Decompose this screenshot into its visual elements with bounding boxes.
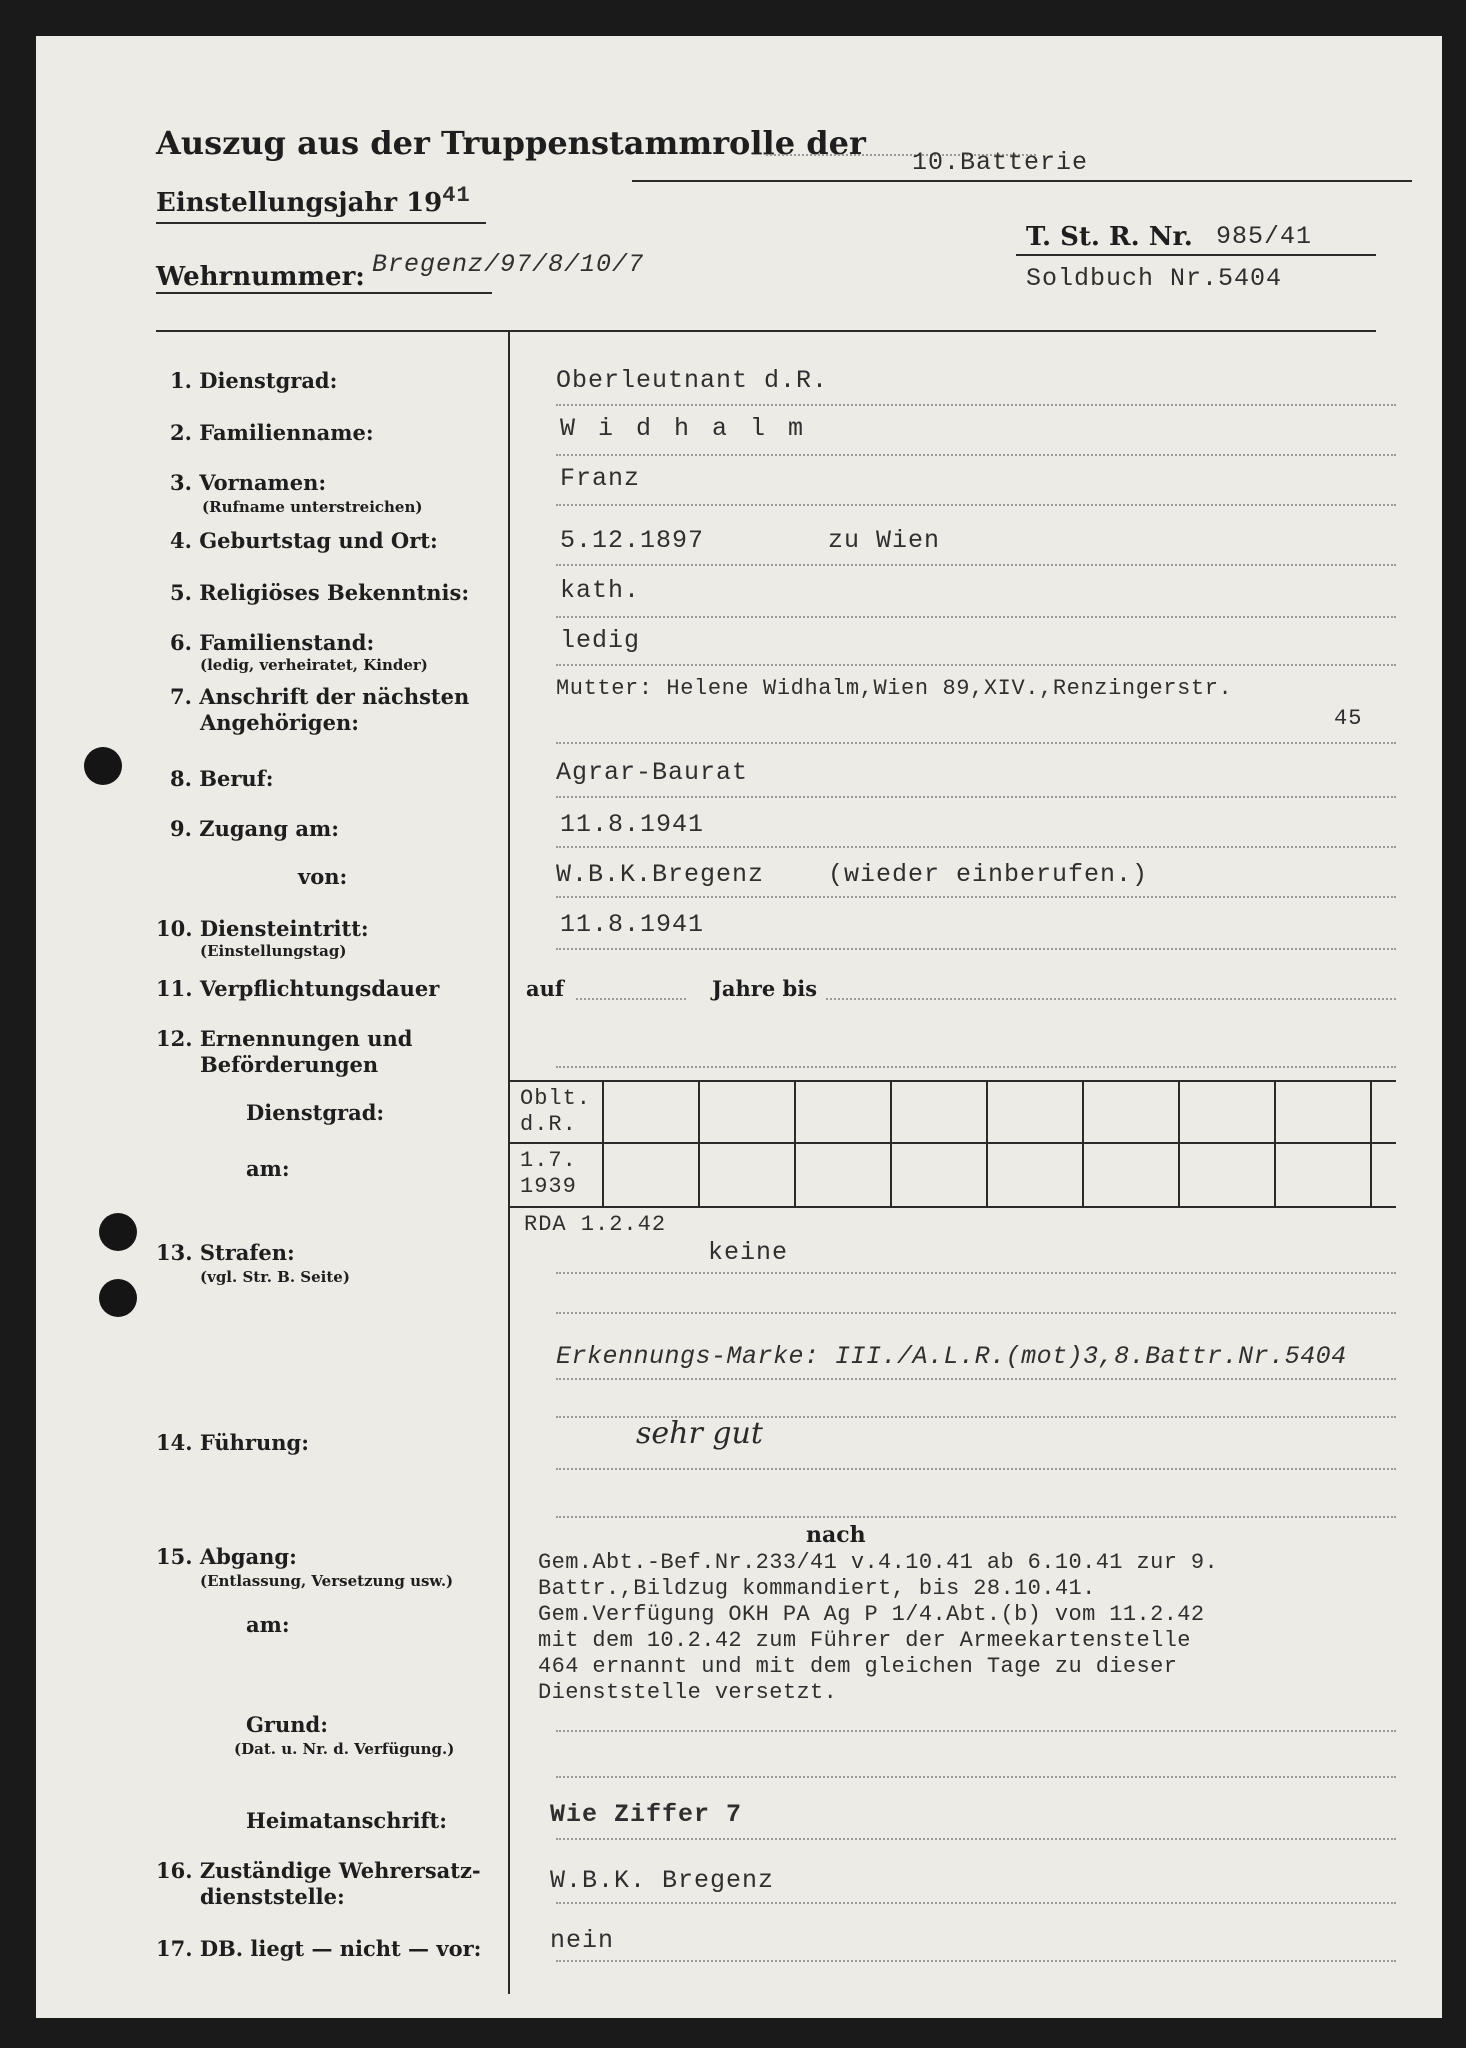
header-line (632, 180, 1412, 182)
grid-col (794, 1080, 796, 1208)
dotline-5 (556, 616, 1396, 618)
label-db: 17. DB. liegt — nicht — vor: (156, 1936, 482, 1961)
grid-date-line2: 1939 (520, 1174, 577, 1199)
value-religion: kath. (560, 576, 641, 605)
verpflichtung-auf: auf (526, 976, 564, 1001)
dotline-11 (556, 948, 1396, 950)
dotline-13 (556, 1272, 1396, 1274)
dotline-auf (576, 998, 686, 1000)
label-diensteintritt: 10. Diensteintritt: (156, 916, 369, 941)
label-familienstand: 6. Familienstand: (170, 630, 375, 655)
label-angehoerigen: Angehörigen: (200, 710, 359, 735)
grid-col (1082, 1080, 1084, 1208)
label-ernennungen: 12. Ernennungen und (156, 1026, 413, 1051)
value-beruf: Agrar-Baurat (556, 758, 749, 787)
label-anschrift: 7. Anschrift der nächsten (170, 684, 470, 709)
soldbuch-value: Soldbuch Nr.5404 (1026, 264, 1283, 293)
label-vornamen: 3. Vornamen: (170, 470, 327, 495)
label-dienstgrad: 1. Dienstgrad: (170, 368, 338, 393)
value-db: nein (550, 1926, 615, 1955)
punch-hole (99, 1213, 137, 1251)
value-anschrift: Mutter: Helene Widhalm,Wien 89,XIV.,Renzingerstr. (556, 676, 1233, 701)
label-abgang-am: am: (246, 1612, 290, 1637)
dotline-1 (556, 404, 1396, 406)
abgang-line-4: mit dem 10.2.42 zum Führer der Armeekartenstelle (538, 1628, 1191, 1653)
grid-line-top (508, 1080, 1396, 1082)
grid-col (1178, 1080, 1180, 1208)
label-vornamen-sub: (Rufname unterstreichen) (202, 498, 423, 516)
value-nach: nach (806, 1522, 866, 1548)
dotline-17 (556, 1468, 1396, 1470)
wehrnummer-underline (156, 292, 492, 294)
year-suffix: 41 (442, 183, 471, 208)
value-familienname: W i d h a l m (560, 414, 808, 443)
frame-top-line (156, 330, 1376, 332)
abgang-line-2: Battr.,Bildzug kommandiert, bis 28.10.41. (538, 1576, 1096, 1601)
dotline-7 (556, 742, 1396, 744)
value-zugang: 11.8.1941 (560, 810, 705, 839)
year-label-text: Einstellungsjahr 19 (156, 188, 443, 218)
label-grid-dienstgrad: Dienstgrad: (246, 1100, 385, 1125)
grid-date-line1: 1.7. (520, 1148, 577, 1173)
label-strafen-sub: (vgl. Str. B. Seite) (200, 1268, 350, 1286)
dotline-8 (556, 796, 1396, 798)
dotline-2 (556, 454, 1396, 456)
value-dienstgrad: Oberleutnant d.R. (556, 366, 829, 395)
value-geburtsdatum: 5.12.1897 (560, 526, 705, 555)
grid-rank-line1: Oblt. (520, 1086, 592, 1111)
abgang-line-5: 464 ernannt und mit dem gleichen Tage zu dieser (538, 1654, 1178, 1679)
grid-col (698, 1080, 700, 1208)
grid-col (986, 1080, 988, 1208)
dotline-12 (556, 1066, 1396, 1068)
wehrnummer-label: Wehrnummer: (156, 262, 365, 292)
label-grund-sub: (Dat. u. Nr. d. Verfügung.) (234, 1740, 455, 1758)
label-von: von: (298, 864, 348, 889)
grid-line-mid (508, 1142, 1396, 1144)
label-fuehrung: 14. Führung: (156, 1430, 309, 1455)
dotline-19 (556, 1730, 1396, 1732)
dotline-21 (556, 1838, 1396, 1840)
dotline-10 (556, 896, 1396, 898)
value-fuehrung: sehr gut (636, 1416, 763, 1451)
label-zugang: 9. Zugang am: (170, 816, 339, 841)
grid-line-bottom (508, 1206, 1396, 1208)
unit-value: 10.Batterie (912, 148, 1089, 177)
label-verpflichtung: 11. Verpflichtungsdauer (156, 976, 440, 1001)
label-abgang: 15. Abgang: (156, 1544, 297, 1569)
grid-col (1370, 1080, 1372, 1208)
value-diensteintritt: 11.8.1941 (560, 910, 705, 939)
document-page (36, 36, 1442, 2018)
verpflichtung-jahre: Jahre bis (712, 976, 818, 1001)
dotline-20 (556, 1776, 1396, 1778)
tsr-value: 985/41 (1216, 222, 1313, 251)
dotline-15 (556, 1378, 1396, 1380)
value-geburtsort: zu Wien (828, 526, 941, 555)
dotline-3 (556, 504, 1396, 506)
dotline-9 (556, 846, 1396, 848)
label-befoerderungen: Beförderungen (200, 1052, 379, 1077)
punch-hole (99, 1279, 137, 1317)
dotline-18 (556, 1516, 1396, 1518)
grid-date (520, 1148, 577, 1200)
grid-rank (520, 1086, 591, 1138)
label-beruf: 8. Beruf: (170, 766, 274, 791)
value-rda: RDA 1.2.42 (524, 1212, 667, 1237)
label-diensteintritt-sub: (Einstellungstag) (200, 942, 347, 960)
value-strafen: keine (708, 1238, 789, 1267)
tsr-underline (1016, 254, 1376, 256)
dotline-23 (556, 1960, 1396, 1962)
value-wehrersatz: W.B.K. Bregenz (550, 1866, 775, 1895)
dotline-14 (556, 1312, 1396, 1314)
document-title: Auszug aus der Truppenstammrolle der (156, 124, 866, 162)
value-heimat: Wie Ziffer 7 (550, 1800, 743, 1829)
dotline-jahre (826, 998, 1396, 1000)
value-von-note: (wieder einberufen.) (828, 860, 1149, 889)
wehrnummer-value: Bregenz/97/8/10/7 (372, 250, 645, 279)
grid-col (890, 1080, 892, 1208)
value-von: W.B.K.Bregenz (556, 860, 765, 889)
label-strafen: 13. Strafen: (156, 1240, 295, 1265)
value-anschrift-nr: 45 (1334, 706, 1363, 731)
label-grid-am: am: (246, 1156, 290, 1181)
label-familienstand-sub: (ledig, verheiratet, Kinder) (200, 656, 428, 674)
label-heimat: Heimatanschrift: (246, 1808, 447, 1833)
value-vornamen: Franz (560, 464, 641, 493)
grid-col (602, 1080, 604, 1208)
abgang-line-3: Gem.Verfügung OKH PA Ag P 1/4.Abt.(b) vom 11.2.42 (538, 1602, 1205, 1627)
dotline-6 (556, 664, 1396, 666)
label-familienname: 2. Familienname: (170, 420, 374, 445)
year-underline (156, 222, 486, 224)
label-abgang-sub: (Entlassung, Versetzung usw.) (200, 1572, 454, 1590)
value-familienstand: ledig (560, 626, 641, 655)
year-label (156, 183, 471, 218)
label-religion: 5. Religiöses Bekenntnis: (170, 580, 470, 605)
label-wehrersatz: 16. Zuständige Wehrersatz- (156, 1858, 481, 1883)
abgang-line-1: Gem.Abt.-Bef.Nr.233/41 v.4.10.41 ab 6.10.41 zur 9. (538, 1550, 1219, 1575)
dotline-22 (556, 1902, 1396, 1904)
grid-col (1274, 1080, 1276, 1208)
dotline-4 (556, 564, 1396, 566)
abgang-line-6: Dienststelle versetzt. (538, 1680, 838, 1705)
label-dienststelle: dienststelle: (200, 1884, 345, 1909)
grid-rank-line2: d.R. (520, 1112, 577, 1137)
punch-hole (84, 747, 122, 785)
promotion-grid (508, 1080, 1396, 1208)
tsr-label: T. St. R. Nr. (1026, 222, 1193, 252)
value-marke: Erkennungs-Marke: III./A.L.R.(mot)3,8.Battr.Nr.5404 (556, 1342, 1347, 1371)
label-geburtstag: 4. Geburtstag und Ort: (170, 528, 438, 553)
label-grund: Grund: (246, 1712, 328, 1737)
